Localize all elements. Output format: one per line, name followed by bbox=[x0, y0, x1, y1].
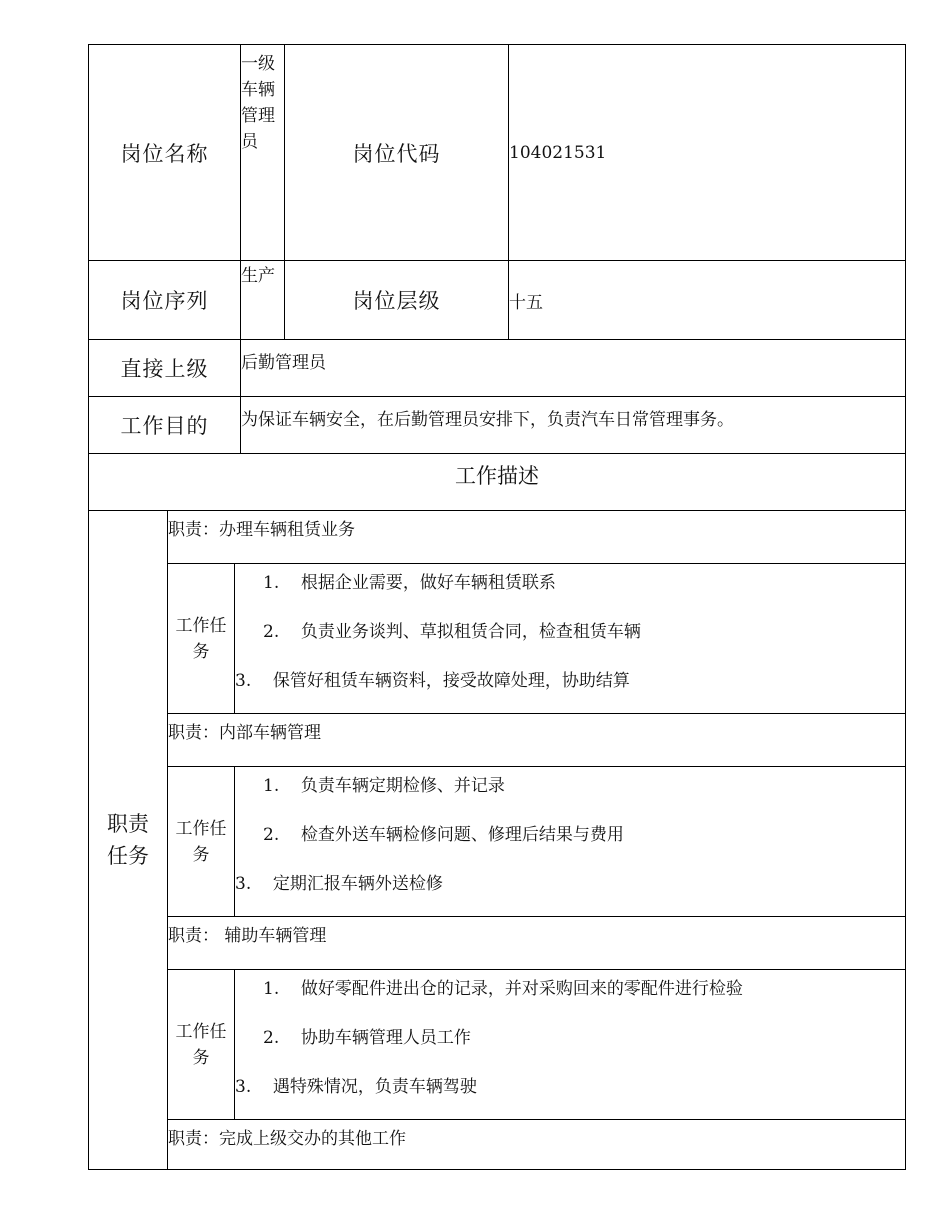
task-list-1 bbox=[235, 564, 905, 714]
task-label-3 bbox=[168, 970, 235, 1120]
task-1-1: 1. 根据企业需要，做好车辆租赁联系 bbox=[263, 573, 556, 593]
task-2-2: 2. 检查外送车辆检修问题、修理后结果与费用 bbox=[263, 825, 624, 845]
task-2-3: 3. 定期汇报车辆外送检修 bbox=[235, 874, 443, 894]
position-level-value: 十五 bbox=[509, 261, 905, 340]
position-name-label: 岗位名称 bbox=[89, 45, 241, 261]
task-label-2 bbox=[168, 767, 235, 917]
duty-2: 职责：内部车辆管理 bbox=[168, 714, 905, 767]
job-description-table bbox=[88, 44, 906, 1170]
superior-value: 后勤管理员 bbox=[241, 340, 905, 397]
duty-3: 职责： 辅助车辆管理 bbox=[168, 917, 905, 970]
duties-label bbox=[89, 511, 168, 1169]
position-series-value: 生产 bbox=[241, 261, 285, 340]
task-list-2 bbox=[235, 767, 905, 917]
task-1-2: 2. 负责业务谈判、草拟租赁合同，检查租赁车辆 bbox=[263, 622, 641, 642]
task-3-2: 2. 协助车辆管理人员工作 bbox=[263, 1028, 471, 1048]
task-list-3 bbox=[235, 970, 905, 1120]
task-label-2-text: 工作任务 bbox=[175, 818, 227, 865]
position-code-label: 岗位代码 bbox=[285, 45, 509, 261]
task-2-1: 1. 负责车辆定期检修、并记录 bbox=[263, 776, 505, 796]
task-3-1: 1. 做好零配件进出仓的记录，并对采购回来的零配件进行检验 bbox=[263, 979, 743, 999]
position-level-label: 岗位层级 bbox=[285, 261, 509, 340]
task-label-1 bbox=[168, 564, 235, 714]
position-code-value: 104021531 bbox=[509, 45, 905, 261]
duties-label-text: 职责任务 bbox=[107, 812, 149, 868]
purpose-label: 工作目的 bbox=[89, 397, 241, 454]
position-series-label: 岗位序列 bbox=[89, 261, 241, 340]
purpose-value: 为保证车辆安全，在后勤管理员安排下，负责汽车日常管理事务。 bbox=[241, 397, 905, 454]
superior-label: 直接上级 bbox=[89, 340, 241, 397]
position-name-value: 一级车辆管理员 bbox=[241, 45, 285, 261]
task-label-3-text: 工作任务 bbox=[175, 1021, 227, 1068]
task-1-3: 3. 保管好租赁车辆资料，接受故障处理，协助结算 bbox=[235, 671, 630, 691]
description-title: 工作描述 bbox=[89, 454, 905, 511]
task-3-3: 3. 遇特殊情况，负责车辆驾驶 bbox=[235, 1077, 477, 1097]
duty-1: 职责：办理车辆租赁业务 bbox=[168, 511, 905, 564]
duty-4: 职责：完成上级交办的其他工作 bbox=[168, 1129, 406, 1149]
task-label-1-text: 工作任务 bbox=[175, 615, 227, 662]
